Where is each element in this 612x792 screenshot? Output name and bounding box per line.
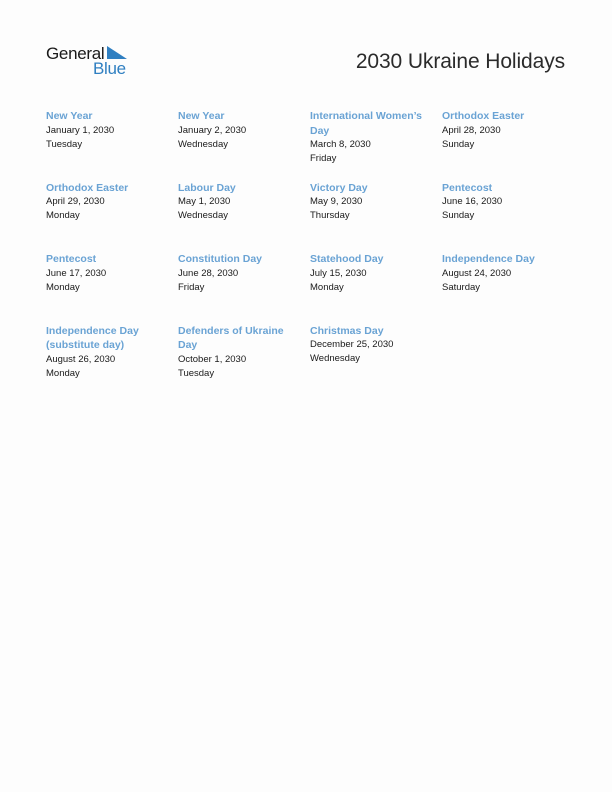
holiday-weekday: Tuesday: [46, 138, 83, 150]
holiday-name: Labour Day: [178, 181, 236, 194]
holiday-name: New Year: [46, 110, 93, 122]
holiday-item: [178, 109, 304, 181]
holiday-weekday: Sunday: [442, 210, 475, 221]
holiday-weekday: Saturday: [442, 281, 481, 293]
holiday-item: [442, 181, 568, 253]
holiday-name: Pentecost: [46, 253, 97, 265]
holiday-name: International Women’s Day: [310, 110, 423, 137]
holiday-name: Constitution Day: [178, 253, 262, 265]
holiday-weekday: Wednesday: [178, 138, 228, 150]
holiday-date: December 25, 2030: [310, 339, 394, 350]
holiday-weekday: Monday: [310, 281, 344, 293]
holiday-weekday: Monday: [46, 281, 80, 293]
holiday-date: April 29, 2030: [46, 196, 105, 207]
holiday-item: [310, 181, 436, 253]
holiday-item: [310, 252, 436, 324]
holiday-weekday: Monday: [46, 367, 80, 379]
holiday-name: Statehood Day: [310, 253, 384, 265]
holiday-name: Christmas Day: [310, 324, 384, 337]
holiday-item: [46, 252, 172, 324]
holiday-item: [178, 324, 304, 396]
holiday-item: [178, 252, 304, 324]
logo-word-general: General: [46, 44, 105, 63]
holiday-item: [442, 109, 568, 181]
holiday-name: Independence Day: [442, 253, 535, 265]
holiday-weekday: Friday: [310, 153, 337, 164]
holiday-name: Orthodox Easter: [46, 181, 129, 194]
holiday-date: May 1, 2030: [178, 196, 231, 207]
holiday-date: May 9, 2030: [310, 196, 363, 207]
holiday-weekday: Tuesday: [178, 367, 215, 379]
holiday-date: June 28, 2030: [178, 267, 239, 279]
holiday-date: June 17, 2030: [46, 267, 107, 279]
holiday-name: New Year: [178, 110, 225, 122]
holiday-item: [310, 109, 436, 181]
holiday-item: [46, 324, 172, 396]
holiday-date: March 8, 2030: [310, 139, 371, 150]
holiday-item: [310, 324, 436, 396]
holiday-date: June 16, 2030: [442, 196, 503, 207]
holiday-name: Orthodox Easter: [442, 110, 525, 122]
logo-word-blue: Blue: [93, 59, 126, 78]
holiday-weekday: Sunday: [442, 138, 475, 150]
holiday-date: April 28, 2030: [442, 124, 501, 136]
holiday-weekday: Wednesday: [178, 210, 228, 221]
holiday-grid: [46, 109, 574, 395]
holiday-weekday: Monday: [46, 210, 80, 221]
holiday-date: January 1, 2030: [46, 124, 115, 136]
holiday-item: [46, 109, 172, 181]
holiday-item: [442, 252, 568, 324]
holiday-item: [46, 181, 172, 253]
holiday-date: July 15, 2030: [310, 267, 367, 279]
holiday-weekday: Wednesday: [310, 353, 360, 364]
holiday-date: October 1, 2030: [178, 353, 247, 365]
page-title: 2030 Ukraine Holidays: [355, 50, 565, 73]
holiday-name: Victory Day: [310, 181, 368, 194]
holiday-date: August 26, 2030: [46, 353, 116, 365]
holiday-weekday: Friday: [178, 281, 205, 293]
generalblue-logo: [46, 44, 136, 80]
holiday-name: Pentecost: [442, 181, 493, 194]
holiday-item: [178, 181, 304, 253]
holiday-weekday: Thursday: [310, 210, 350, 221]
holiday-name: Independence Day (substitute day): [46, 324, 139, 351]
holiday-date: August 24, 2030: [442, 267, 512, 279]
holiday-date: January 2, 2030: [178, 124, 247, 136]
holiday-name: Defenders of Ukraine Day: [178, 324, 284, 351]
